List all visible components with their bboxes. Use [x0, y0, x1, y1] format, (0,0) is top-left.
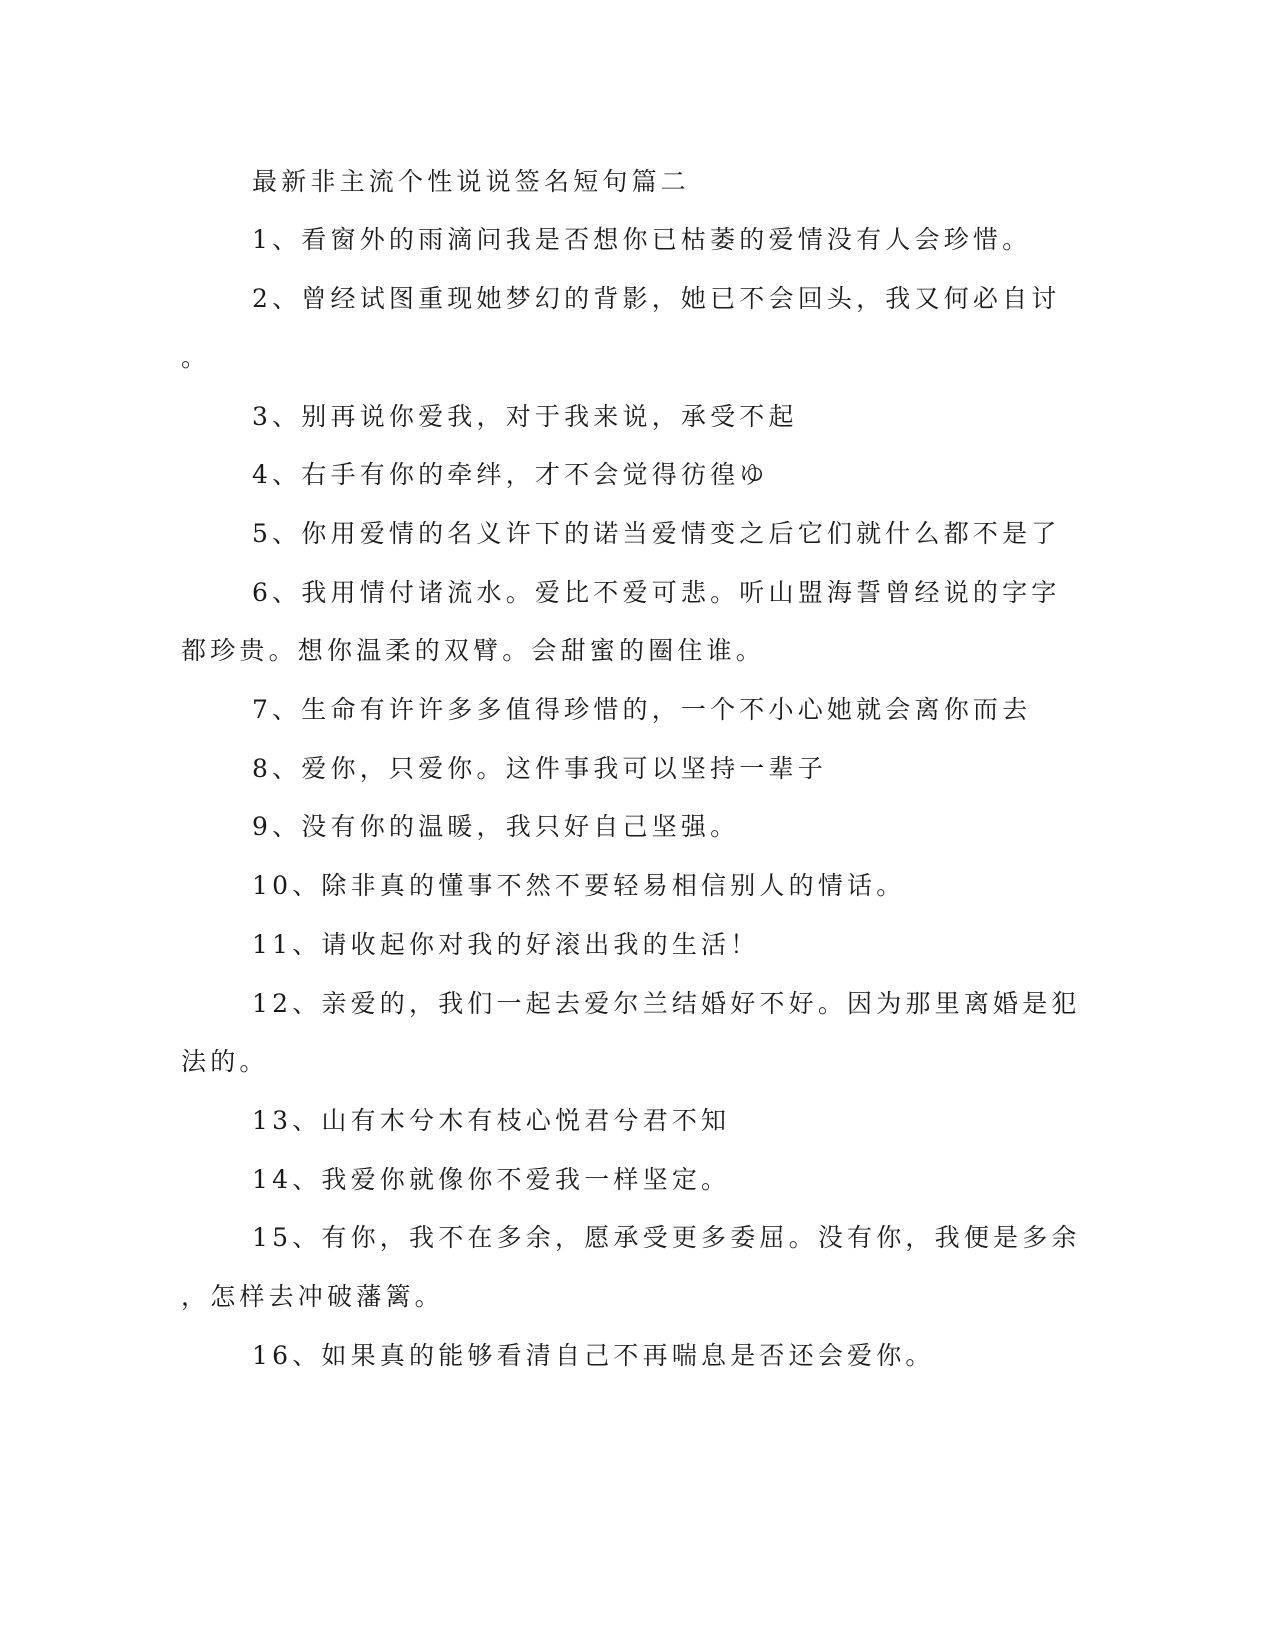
text-line: 1、看窗外的雨滴问我是否想你已枯萎的爱情没有人会珍惜。 — [252, 225, 1032, 254]
text-line: 13、山有木兮木有枝心悦君兮君不知 — [252, 1106, 731, 1135]
text-line: 3、别再说你爱我，对于我来说，承受不起 — [252, 402, 798, 431]
text-line: 11、请收起你对我的好滚出我的生活！ — [252, 930, 760, 959]
text-line: 15、有你，我不在多余，愿承受更多委屈。没有你，我便是多余 — [252, 1223, 1081, 1252]
text-line: 10、除非真的懂事不然不要轻易相信别人的情话。 — [252, 871, 906, 900]
text-line: 12、亲爱的，我们一起去爱尔兰结婚好不好。因为那里离婚是犯 — [252, 989, 1081, 1018]
text-line: 5、你用爱情的名义许下的诺当爱情变之后它们就什么都不是了 — [252, 519, 1061, 548]
text-line: 9、没有你的温暖，我只好自己坚强。 — [252, 812, 740, 841]
text-line-continuation: 都珍贵。想你温柔的双臂。会甜蜜的圈住谁。 — [181, 636, 766, 665]
text-line-continuation: 法的。 — [181, 1047, 269, 1076]
text-line: 16、如果真的能够看清自己不再喘息是否还会爱你。 — [252, 1341, 935, 1370]
text-line: 7、生命有许许多多值得珍惜的，一个不小心她就会离你而去 — [252, 695, 1032, 724]
document-title: 最新非主流个性说说签名短句篇二 — [252, 167, 691, 196]
text-line-continuation: 。 — [181, 343, 211, 372]
text-line: 2、曾经试图重现她梦幻的背影，她已不会回头，我又何必自讨 — [252, 284, 1061, 313]
text-line: 8、爱你，只爱你。这件事我可以坚持一辈子 — [252, 754, 827, 783]
text-line: 14、我爱你就像你不爱我一样坚定。 — [252, 1165, 731, 1194]
text-line: 6、我用情付诸流水。爱比不爱可悲。听山盟海誓曾经说的字字 — [252, 578, 1061, 607]
text-line-continuation: ，怎样去冲破藩篱。 — [181, 1282, 444, 1311]
text-line: 4、右手有你的牵绊，才不会觉得彷徨ゆ — [252, 460, 769, 489]
